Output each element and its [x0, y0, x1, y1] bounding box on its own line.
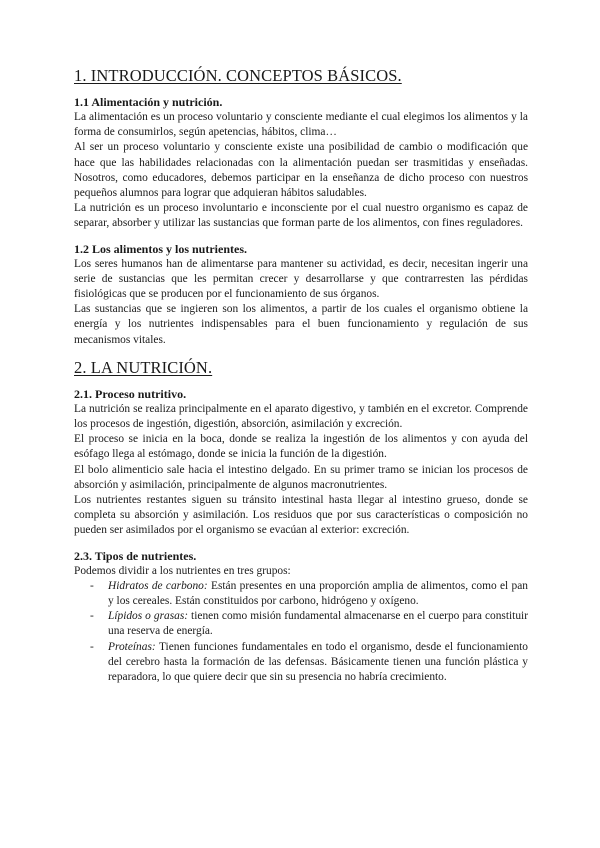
- subsection-1-1-heading: 1.1 Alimentación y nutrición.: [74, 95, 223, 109]
- nutrient-groups-intro: Podemos dividir a los nutrientes en tres grupos:: [74, 564, 291, 577]
- list-item: [90, 640, 528, 686]
- nutrient-description: tienen como misión fundamental almacenarse en el cuerpo para constituir una reserva de energía.: [108, 610, 528, 638]
- nutrient-term: Proteínas:: [108, 640, 156, 653]
- paragraph-1-1-a: La alimentación es un proceso voluntario y consciente mediante el cual elegimos los alimentos y la forma de consumirlos, según apetencias, hábitos, clima…: [74, 111, 528, 139]
- nutrient-types-list: [74, 579, 528, 685]
- list-item: [90, 579, 528, 609]
- paragraph-1-2-b: Las sustancias que se ingieren son los alimentos, a partir de los cuales el organismo obtiene la energía y los nutrientes indispensables para el buen funcionamiento y regulación de sus mecanismos vitales.: [74, 303, 528, 346]
- nutrient-description: Están presentes en una proporción amplia de alimentos, como el pan y los cereales. Están constituidos por carbono, hidrógeno y oxígeno.: [108, 579, 528, 608]
- paragraph-2-1-c: El bolo alimenticio sale hacia el intestino delgado. En su primer tramo se inician los procesos de absorción y asimilación, principalmente de algunos macronutrientes.: [74, 463, 528, 491]
- paragraph-2-1-d: Los nutrientes restantes siguen su tránsito intestinal hasta llegar al intestino grueso, donde se completa su absorción y asimilación. Los residuos que por sus características o composición no pueden ser asimilados por el organismo se evacúan al exterior: excreción.: [74, 494, 528, 537]
- list-dash: -: [90, 579, 94, 592]
- list-dash: -: [90, 610, 94, 623]
- paragraph-1-2-a: Los seres humanos han de alimentarse para mantener su actividad, es decir, necesitan ingerir una serie de sustancias que les permitan crecer y desarrollarse y que contrarresten las pérdidas fisiológicas que se producen por el funcionamiento de sus órganos.: [74, 257, 528, 301]
- paragraph-2-1-b: El proceso se inicia en la boca, donde se realiza la ingestión de los alimentos y con ayuda del esófago llega al estómago, donde se inicia la función de la digestión.: [74, 433, 528, 461]
- list-item: [90, 609, 528, 639]
- list-dash: -: [90, 640, 94, 653]
- subsection-1-2-heading: 1.2 Los alimentos y los nutrientes.: [74, 241, 248, 256]
- subsection-2-3-heading: 2.3. Tipos de nutrientes.: [74, 548, 197, 563]
- nutrient-term: Hidratos de carbono:: [108, 579, 208, 592]
- paragraph-1-1-b: Al ser un proceso voluntario y consciente existe una posibilidad de cambio o modificación que hace que las habilidades relacionadas con la alimentación puedan ser trasmitidas y enseñadas. Nosotros, como educadores, debemos participar en la enseñanza de dicho proceso con nuestros pequeños alumnos para lograr que adquieran hábitos saludables.: [74, 141, 528, 200]
- section-1-title: 1. INTRODUCCIÓN. CONCEPTOS BÁSICOS.: [74, 66, 402, 85]
- subsection-2-1-heading: 2.1. Proceso nutritivo.: [74, 386, 187, 401]
- nutrient-description: Tienen funciones fundamentales en todo el organismo, desde el funcionamiento del cerebro hasta la formación de las defensas. Básicamente tienen una función plástica y reparadora, lo que quiere decir que sin su presencia no habría crecimiento.: [108, 640, 528, 684]
- nutrient-term: Lípidos o grasas:: [108, 610, 189, 623]
- section-2-title: 2. LA NUTRICIÓN.: [74, 357, 213, 377]
- paragraph-1-1-c: La nutrición es un proceso involuntario e inconsciente por el cual nuestro organismo es capaz de separar, absorber y utilizar las sustancias que forman parte de los alimentos, con fines reguladores.: [74, 202, 528, 230]
- paragraph-2-1-a: La nutrición se realiza principalmente en el aparato digestivo, y también en el excretor. Comprende los procesos de ingestión, digestión, absorción, asimilación y excreción.: [74, 402, 528, 431]
